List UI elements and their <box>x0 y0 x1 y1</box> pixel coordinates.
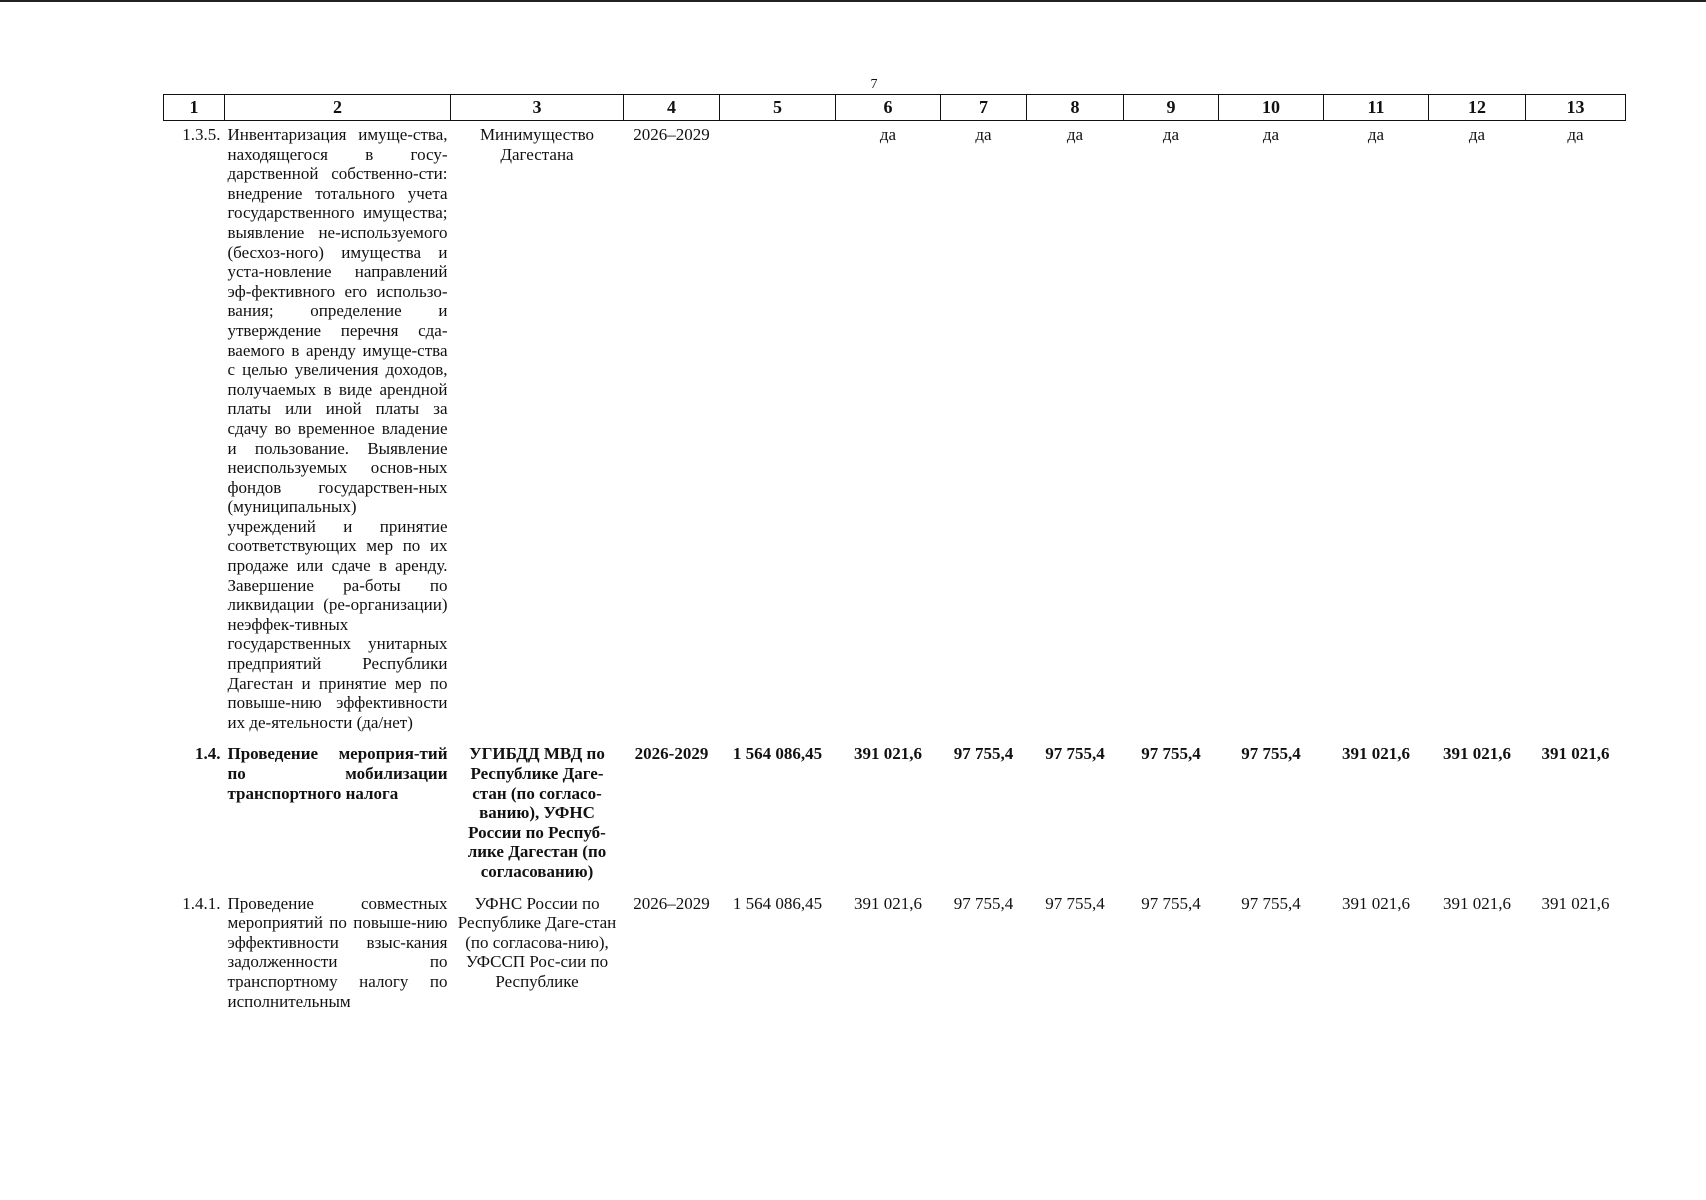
row-period: 2026-2029 <box>634 744 709 764</box>
row-value-col9: да <box>1162 125 1180 144</box>
row-value-col11: да <box>1367 125 1385 144</box>
row-value-col12: 391 021,6 <box>1443 893 1511 913</box>
row-value-col13: 391 021,6 <box>1541 744 1610 764</box>
header-cell-11: 11 <box>1324 95 1429 121</box>
row-description: Проведение совместных мероприятий по повыше-нию эффективности взыс-кания задолженности по транспортному налогу по исполнительным <box>227 893 448 1011</box>
row-value-col12: 391 021,6 <box>1443 744 1511 764</box>
row-value-col5: 1 564 086,45 <box>732 744 823 764</box>
header-cell-4: 4 <box>624 95 720 121</box>
measures-table <box>163 94 1626 1011</box>
row-value-col11: 391 021,6 <box>1342 893 1410 913</box>
row-executor: УФНС России по Республике Даге-стан (по согласова-нию), УФССП Рос-сии по Республике <box>457 893 617 991</box>
row-number: 1.4. <box>195 744 221 764</box>
row-value-col10: да <box>1262 125 1280 144</box>
row-value-col10: 97 755,4 <box>1241 893 1301 913</box>
table-row-1-4-1 <box>164 882 1626 1012</box>
header-cell-2: 2 <box>225 95 451 121</box>
row-period: 2026–2029 <box>633 893 710 913</box>
table-row-1-3-5 <box>164 121 1626 733</box>
row-value-col8: 97 755,4 <box>1045 893 1105 913</box>
row-description: Инвентаризация имуще-ства, находящегося в госу-дарственной собственно-сти: внедрение тотального учета государственного имущества; выявление не-используемого (бесхоз-ного) имущества и уста-новление направлений эф-фективного его использо-вания; определение и утверждение перечня сда-ваемого в аренду имуще-ства с целью увеличения доходов, получаемых в виде арендной платы или иной платы за сдачу во временное владение и пользование. Выявление неиспользуемых основ-ных фондов государствен-ных (муниципальных) учреждений и принятие соответствующих мер по их продаже или сдаче в аренду. Завершение ра-боты по ликвидации (ре-организации) неэффек-тивных государственных унитарных предприятий Республики Дагестан и принятие мер по повыше-нию эффективности их де-ятельности (да/нет) <box>227 125 448 732</box>
row-value-col7: да <box>975 125 992 144</box>
row-number: 1.4.1. <box>182 893 221 913</box>
header-cell-6: 6 <box>836 95 941 121</box>
row-executor: УГИБДД МВД по Республике Даге-стан (по согласо-ванию), УФНС России по Респуб-лике Дагестан (по согласованию) <box>467 744 607 881</box>
row-value-col13: да <box>1567 125 1584 144</box>
header-cell-3: 3 <box>451 95 624 121</box>
row-value-col13: 391 021,6 <box>1541 893 1610 913</box>
header-row <box>164 95 1626 121</box>
row-value-col10: 97 755,4 <box>1241 744 1301 764</box>
row-value-col5: 1 564 086,45 <box>732 893 823 913</box>
row-value-col5 <box>720 121 836 733</box>
row-executor: Минимущество Дагестана <box>479 125 595 164</box>
row-value-col8: да <box>1066 125 1084 144</box>
row-value-col6: да <box>879 125 897 144</box>
header-cell-1: 1 <box>164 95 225 121</box>
header-cell-12: 12 <box>1429 95 1526 121</box>
row-period: 2026–2029 <box>633 125 710 144</box>
row-value-col7: 97 755,4 <box>953 893 1014 913</box>
row-description: Проведение мероприя-тий по мобилизации транспортного налога <box>227 744 448 803</box>
row-value-col8: 97 755,4 <box>1045 744 1105 764</box>
table-row-1-4 <box>164 732 1626 881</box>
header-cell-8: 8 <box>1027 95 1124 121</box>
header-cell-13: 13 <box>1526 95 1626 121</box>
header-cell-7: 7 <box>941 95 1027 121</box>
row-value-col6: 391 021,6 <box>854 744 922 764</box>
row-value-col9: 97 755,4 <box>1141 744 1201 764</box>
row-number: 1.3.5. <box>182 125 221 144</box>
header-cell-9: 9 <box>1124 95 1219 121</box>
header-cell-10: 10 <box>1219 95 1324 121</box>
row-value-col7: 97 755,4 <box>953 744 1014 764</box>
row-value-col12: да <box>1468 125 1486 144</box>
row-value-col6: 391 021,6 <box>854 893 922 913</box>
header-cell-5: 5 <box>720 95 836 121</box>
row-value-col9: 97 755,4 <box>1141 893 1201 913</box>
row-value-col11: 391 021,6 <box>1342 744 1410 764</box>
page-top-edge <box>0 0 1706 2</box>
page-number: 7 <box>870 77 878 92</box>
